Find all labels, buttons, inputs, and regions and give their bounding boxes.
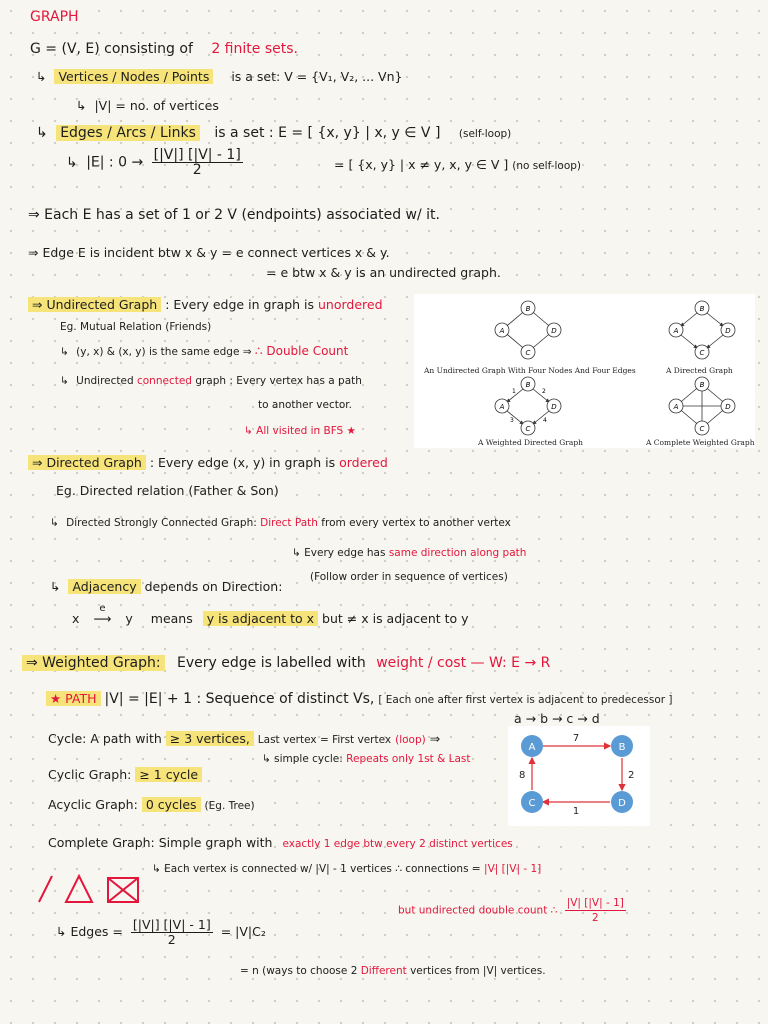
- node-label: C: [699, 349, 705, 357]
- undirected-graph-heading: [28, 296, 383, 314]
- weighted-directed-graph-diagram: [488, 374, 568, 440]
- edges-set: is a set : E = [ {x, y} | x, y ∈ V ]: [214, 125, 441, 141]
- arrow-icon: ↳: [66, 154, 78, 171]
- fraction-numerator: [|V|] [|V| - 1]: [153, 147, 241, 163]
- adjacency-y: y: [125, 611, 133, 626]
- simple-cycle-label: ↳ simple cycle:: [262, 753, 343, 765]
- cyclic-graph-rule: ≥ 1 cycle: [135, 767, 202, 782]
- same-direction-line: [292, 544, 526, 562]
- ways-text: = n (ways to choose 2: [240, 965, 358, 977]
- arrow-icon: ↳: [60, 346, 69, 358]
- arrow-icon: ↳: [36, 125, 48, 141]
- right-arrow-icon: ⟶: [93, 611, 112, 626]
- adjacency-contrast: but ≠ x is adjacent to y: [322, 611, 469, 626]
- same-edge-text: (y, x) & (x, y) is the same edge ⇒: [76, 346, 252, 358]
- complete-graph-sketches: [34, 870, 144, 910]
- fraction-numerator: [|V|] [|V| - 1]: [132, 917, 211, 932]
- unordered-term: unordered: [318, 297, 383, 312]
- adjacency-line: [50, 578, 282, 596]
- adjacency-desc: depends on Direction:: [144, 579, 283, 594]
- edge-arrow: [85, 603, 119, 628]
- weighted-graph-desc: Every edge is labelled with: [177, 655, 366, 671]
- fraction-denominator: 2: [167, 932, 176, 947]
- directed-graph-diagram: [662, 298, 742, 362]
- cycle-line: [48, 730, 440, 749]
- node-label: B: [699, 305, 705, 313]
- cycle-figure: [508, 726, 650, 826]
- adjacency-highlight-statement: y is adjacent to x: [203, 611, 318, 626]
- node-label: B: [525, 381, 531, 389]
- weighted-graph-line: [22, 654, 550, 672]
- directed-graph-label: ⇒ Directed Graph: [28, 455, 146, 470]
- node-label: A: [673, 403, 679, 411]
- acyclic-graph-example: (Eg. Tree): [204, 800, 255, 812]
- simple-cycle-line: [262, 750, 470, 768]
- edges-formula-fraction: [131, 918, 213, 947]
- arrow-icon: ↳: [50, 579, 61, 594]
- edge-count-fraction: [152, 148, 243, 177]
- complete-weighted-graph-caption: A Complete Weighted Graph: [646, 438, 755, 447]
- no-self-loop-note: (no self-loop): [512, 160, 582, 172]
- definition-text: G = (V, E) consisting of: [30, 41, 193, 57]
- follow-order-note: (Follow order in sequence of vertices): [310, 571, 508, 583]
- arrow-icon: ↳: [50, 517, 59, 529]
- direct-path-term: Direct Path: [260, 517, 318, 529]
- undirected-connected-line: [60, 372, 362, 390]
- node-label: D: [725, 403, 731, 411]
- undirected-connected-cont: to another vector.: [258, 399, 352, 411]
- node-label: A: [499, 403, 505, 411]
- complete-graph-label: Complete Graph: Simple graph with: [48, 835, 273, 850]
- fraction-denominator: 2: [591, 912, 599, 924]
- graph-definition: [30, 40, 298, 58]
- directed-desc: : Every edge (x, y) in graph is: [149, 455, 336, 470]
- each-edge-statement: ⇒ Each E has a set of 1 or 2 V (endpoints) associated w/ it.: [28, 207, 440, 223]
- fraction-denominator: 2: [192, 162, 202, 178]
- node-label: D: [551, 403, 557, 411]
- cycle-node-label: C: [528, 798, 536, 809]
- undirected-graph-caption: An Undirected Graph With Four Nodes And Four Edges: [424, 366, 636, 375]
- cycle-weight-label: 7: [572, 733, 580, 744]
- ways-line: [240, 962, 546, 980]
- cycle-diagram: [508, 726, 650, 826]
- each-vertex-text: ↳ Each vertex is connected w/ |V| - 1 vertices ∴ connections =: [152, 863, 481, 875]
- implies-arrow-icon: ⇒: [429, 731, 441, 746]
- node-label: D: [725, 327, 731, 335]
- node-label: C: [525, 349, 531, 357]
- strongly-connected-label: Directed Strongly Connected Graph:: [66, 517, 257, 529]
- node-label: C: [699, 425, 705, 433]
- cycle-label: Cycle: A path with: [48, 731, 162, 746]
- undirected-example: Eg. Mutual Relation (Friends): [60, 321, 212, 333]
- cycle-vertex-count: ≥ 3 vertices,: [166, 731, 254, 746]
- node-label: A: [499, 327, 505, 335]
- double-count-fraction: [565, 896, 626, 925]
- incident-undirected-statement: = e btw x & y is an undirected graph.: [266, 265, 501, 280]
- loop-term: (loop): [395, 734, 426, 746]
- complete-weighted-graph-diagram: [662, 374, 742, 440]
- undirected-desc: : Every edge in graph is: [165, 297, 315, 312]
- edges-highlight: Edges / Arcs / Links: [56, 125, 200, 141]
- edge-label: e: [99, 603, 106, 614]
- ordered-term: ordered: [339, 455, 388, 470]
- acyclic-graph-line: [48, 796, 255, 815]
- vertex-count-line: [76, 97, 219, 115]
- directed-graph-heading: [28, 454, 388, 472]
- path-label: ★ PATH: [46, 691, 101, 706]
- edge-count-range: [66, 148, 247, 177]
- path-formula: |V| = |E| + 1 : Sequence of distinct Vs,: [104, 691, 375, 707]
- no-self-loop-set: = [ {x, y} | x ≠ y, x, y ∈ V ]: [334, 157, 509, 172]
- adjacency-example: [72, 603, 469, 628]
- connections-count: |V| [|V| - 1]: [484, 863, 542, 875]
- edge-weight-label: 1: [512, 388, 516, 395]
- ways-post: vertices from |V| vertices.: [410, 965, 546, 977]
- directed-graph-caption: A Directed Graph: [666, 366, 733, 375]
- node-label: B: [525, 305, 531, 313]
- node-label: B: [699, 381, 705, 389]
- edge-count-range-label: |E| : 0 →: [86, 154, 144, 171]
- bfs-note: ↳ All visited in BFS ★: [244, 425, 356, 437]
- self-loop-note: (self-loop): [458, 128, 512, 140]
- weight-cost-term: weight / cost — W: E → R: [376, 655, 551, 671]
- connected-term: connected: [136, 375, 192, 387]
- double-count-note: ∴ Double Count: [254, 344, 349, 358]
- node-label: D: [551, 327, 557, 335]
- double-count-text: but undirected double count ∴: [398, 904, 558, 917]
- undirected-graph-label: ⇒ Undirected Graph: [28, 297, 161, 312]
- node-label: C: [525, 425, 531, 433]
- same-direction-term: same direction along path: [388, 547, 527, 559]
- acyclic-graph-rule: 0 cycles: [142, 797, 201, 812]
- no-self-loop-line: [334, 156, 581, 175]
- each-vertex-line: [152, 860, 541, 878]
- double-count-line: [398, 896, 630, 925]
- fraction-numerator: |V| [|V| - 1]: [566, 897, 624, 909]
- vertices-line: [36, 68, 402, 86]
- cyclic-graph-label: Cyclic Graph:: [48, 767, 132, 782]
- edge-weight-label: 2: [542, 388, 546, 395]
- weighted-directed-graph-caption: A Weighted Directed Graph: [478, 438, 583, 447]
- cycle-weight-label: 1: [572, 806, 580, 817]
- definition-finite-sets: 2 finite sets.: [211, 41, 298, 57]
- sketch-two-vertex-edge: [39, 876, 52, 902]
- edge-weight-label: 3: [510, 417, 514, 424]
- different-term: Different: [360, 965, 407, 977]
- same-edge-line: [60, 342, 348, 361]
- edges-formula-line: [56, 918, 266, 947]
- cycle-weight-label: 8: [519, 770, 526, 781]
- incident-statement: ⇒ Edge E is incident btw x & y = e connect vertices x & y.: [28, 245, 390, 260]
- node-label: A: [673, 327, 679, 335]
- cycle-node-label: D: [618, 798, 626, 809]
- page-title: GRAPH: [30, 9, 79, 25]
- weighted-graph-label: ⇒ Weighted Graph:: [22, 655, 165, 671]
- arrow-icon: ↳: [76, 98, 87, 113]
- path-example: a → b → c → d: [514, 711, 600, 726]
- graph-types-figure: [414, 294, 755, 448]
- vertices-set: is a set: V = {V₁, V₂, ... Vn}: [231, 69, 403, 84]
- complete-graph-line: [48, 834, 513, 853]
- directed-example: Eg. Directed relation (Father & Son): [56, 483, 279, 498]
- strongly-connected-line: [50, 514, 511, 532]
- cyclic-graph-line: [48, 766, 202, 784]
- acyclic-graph-label: Acyclic Graph:: [48, 797, 138, 812]
- cycle-rule: Last vertex = First vertex: [257, 734, 392, 746]
- complete-graph-rule: exactly 1 edge btw every 2 distinct vertices: [282, 838, 513, 850]
- same-direction-pre: ↳ Every edge has: [292, 547, 386, 559]
- arrow-icon: ↳: [60, 375, 69, 387]
- adjacency-x: x: [72, 611, 80, 626]
- edges-combination: = |V|C₂: [220, 924, 266, 939]
- edge-weight-label: 4: [543, 417, 547, 424]
- strongly-connected-desc: from every vertex to another vertex: [321, 517, 511, 529]
- vertices-highlight: Vertices / Nodes / Points: [54, 69, 213, 84]
- undirected-connected-pre: Undirected: [76, 375, 134, 387]
- simple-cycle-rule: Repeats only 1st & Last: [346, 753, 471, 765]
- edges-line: [36, 124, 511, 143]
- cycle-node-label: B: [618, 742, 626, 753]
- cycle-weight-label: 2: [628, 770, 635, 781]
- adjacency-means: means: [150, 611, 193, 626]
- cycle-node-label: A: [528, 742, 536, 753]
- path-note: [ Each one after first vertex is adjacent to predecessor ]: [378, 694, 673, 706]
- adjacency-highlight: Adjacency: [68, 579, 140, 594]
- sketch-triangle: [66, 876, 92, 902]
- undirected-graph-diagram: [488, 298, 568, 362]
- path-line: [46, 690, 673, 709]
- vertex-count: |V| = no. of vertices: [94, 98, 219, 113]
- edges-formula-label: ↳ Edges =: [56, 924, 123, 939]
- arrow-icon: ↳: [36, 69, 47, 84]
- undirected-connected-post: graph : Every vertex has a path: [195, 375, 362, 387]
